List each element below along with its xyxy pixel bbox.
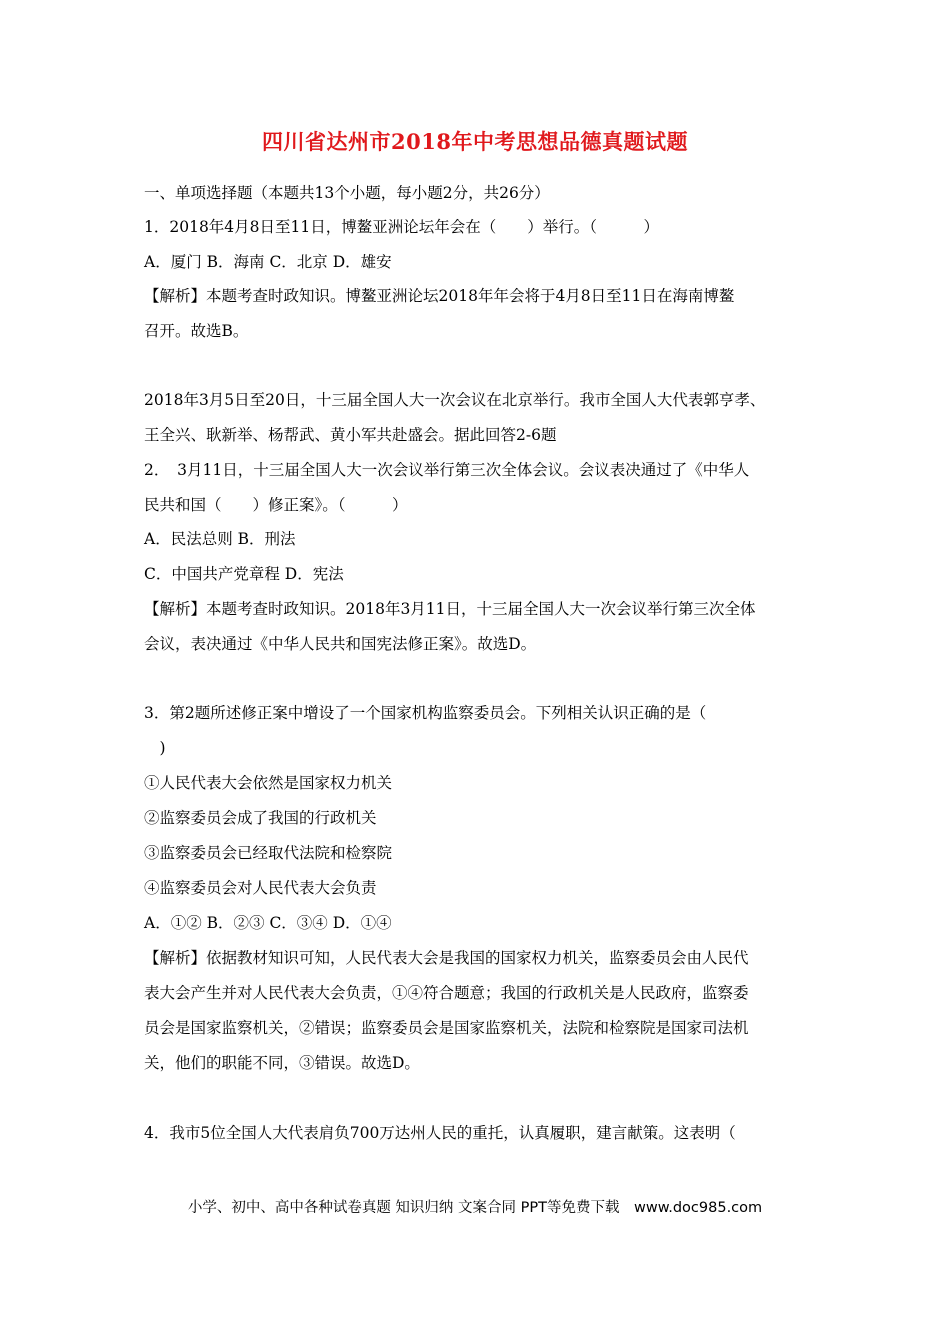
- question-4: 4．我市5位全国人大代表肩负700万达州人民的重托，认真履职，建言献策。这表明（: [144, 1124, 736, 1142]
- question-2-options-cd: C．中国共产党章程 D．宪法: [144, 565, 344, 583]
- question-1-analysis-cont: 召开。故选B。: [144, 322, 249, 340]
- question-2-analysis-cont: 会议，表决通过《中华人民共和国宪法修正案》。故选D。: [144, 635, 537, 653]
- question-3-statement-1: ①人民代表大会依然是国家权力机关: [144, 774, 393, 792]
- question-3-analysis-cont-1: 表大会产生并对人民代表大会负责，①④符合题意；我国的行政机关是人民政府，监察委: [144, 984, 749, 1002]
- question-1-analysis: 【解析】本题考查时政知识。博鳌亚洲论坛2018年年会将于4月8日至11日在海南博鳌: [144, 287, 735, 305]
- question-3-analysis-cont-2: 员会是国家监察机关，②错误；监察委员会是国家监察机关，法院和检察院是国家司法机: [144, 1019, 749, 1037]
- question-1: 1．2018年4月8日至11日，博鳌亚洲论坛年会在（ ）举行。（ ）: [144, 218, 660, 236]
- section-heading: 一、单项选择题（本题共13个小题，每小题2分，共26分）: [144, 184, 550, 202]
- question-3-analysis: 【解析】依据教材知识可知，人民代表大会是我国的国家权力机关，监察委员会由人民代: [144, 949, 749, 967]
- question-3-cont: ): [144, 739, 166, 757]
- question-2-analysis: 【解析】本题考查时政知识。2018年3月11日，十三届全国人大一次会议举行第三次全体: [144, 600, 756, 618]
- question-3-options: A．①② B．②③ C．③④ D．①④: [144, 914, 392, 932]
- question-3-statement-4: ④监察委员会对人民代表大会负责: [144, 879, 377, 897]
- question-3-analysis-cont-3: 关，他们的职能不同，③错误。故选D。: [144, 1054, 420, 1072]
- question-2-options-ab: A．民法总则 B．刑法: [144, 530, 296, 548]
- context-paragraph: 2018年3月5日至20日，十三届全国人大一次会议在北京举行。我市全国人大代表郭亨孝、: [144, 391, 766, 409]
- question-3: 3．第2题所述修正案中增设了一个国家机构监察委员会。下列相关认识正确的是（: [144, 704, 707, 722]
- question-1-options: A．厦门 B．海南 C．北京 D．雄安: [144, 253, 392, 271]
- question-2: 2． 3月11日，十三届全国人大一次会议举行第三次全体会议。会议表决通过了《中华人: [144, 461, 750, 479]
- question-3-statement-3: ③监察委员会已经取代法院和检察院: [144, 844, 393, 862]
- context-paragraph-cont: 王全兴、耿新举、杨帮武、黄小军共赴盛会。据此回答2-6题: [144, 426, 557, 444]
- page-footer: 小学、初中、高中各种试卷真题 知识归纳 文案合同 PPT等免费下载 www.doc985.com: [187, 1200, 763, 1216]
- question-2-cont: 民共和国（ ）修正案》。（ ）: [144, 496, 408, 514]
- question-3-statement-2: ②监察委员会成了我国的行政机关: [144, 809, 377, 827]
- document-title: 四川省达州市2018年中考思想品德真题试题: [262, 129, 688, 154]
